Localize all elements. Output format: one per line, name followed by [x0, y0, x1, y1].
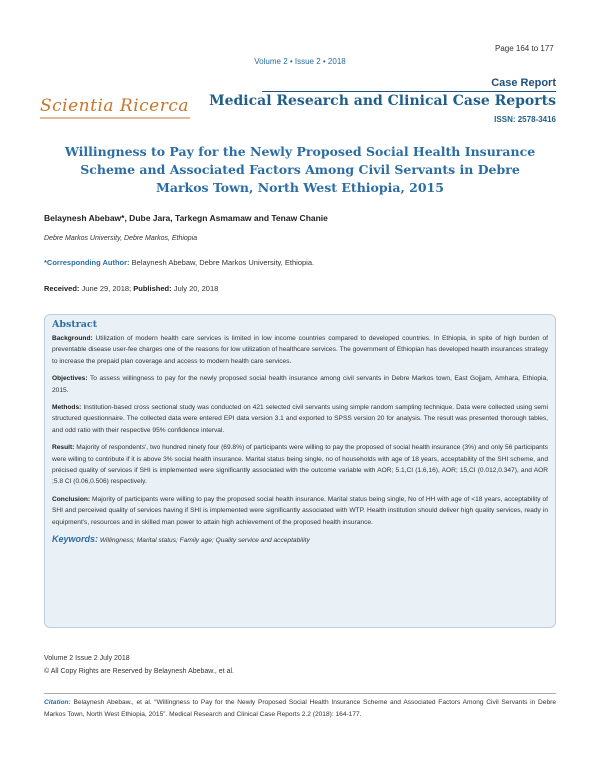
background-label: Background: — [52, 335, 93, 342]
result-text: Majority of respondents', two hundred ninety four (69.8%) of participants were willing to pay the proposed of social health insurance (3%) and only 56 participants were willing to contribute if it is above 3% social health insurance. Marital status being single, no of households with age of 18 years, acceptability of the SHI scheme, and précised quality of services if SHI is implemented were significantly associated with the outcome variable with AOR; 5.1,CI (1.6,16), AOR; 15,CI (0.012,0.347), and AOR ;5.8 CI (0.06,0.506) respectively. — [52, 444, 548, 486]
corresponding-label: *Corresponding Author: — [44, 258, 130, 267]
abstract-box — [44, 314, 556, 628]
keywords-label: Keywords: — [52, 534, 99, 545]
issn: ISSN: 2578-3416 — [494, 115, 556, 124]
abstract-objectives — [52, 373, 548, 396]
received-label: Received: — [44, 284, 80, 293]
author-list: Belaynesh Abebaw*, Dube Jara, Tarkegn Asmamaw and Tenaw Chanie — [44, 213, 328, 223]
keywords-text: Willingness; Marital status; Family age; Quality service and acceptability — [99, 537, 310, 545]
footer-copyright: © All Copy Rights are Reserved by Belaynesh Abebaw., et al. — [44, 668, 234, 675]
citation-label: Citation: — [44, 699, 71, 706]
citation-text: Belaynesh Abebaw., et al. “Willingness to Pay for the Newly Proposed Social Health Insurance Scheme and Associated Factors Among Civil Servants in Debre Markos Town, North West Ethiopia, 2015”. Medical Research and Clinical Case Reports 2.2 (2018): 164-177. — [44, 699, 556, 718]
corresponding-text: Belaynesh Abebaw, Debre Markos University, Ethiopia. — [131, 258, 315, 267]
keywords — [52, 534, 548, 544]
published-label: Published: — [133, 284, 172, 293]
logo-text: Scientia Ricerca — [40, 96, 190, 116]
objectives-text: To assess willingness to pay for the newly proposed social health insurance among civil servants in Debre Markos town, East Gojjam, Amhara, Ethiopia, 2015. — [52, 375, 548, 394]
objectives-label: Objectives: — [52, 375, 88, 383]
page-range: Page 164 to 177 — [495, 44, 554, 53]
abstract-methods — [52, 402, 548, 436]
footer-divider — [44, 693, 556, 694]
journal-name: Medical Research and Clinical Case Reports — [209, 93, 556, 109]
methods-label: Methods: — [52, 404, 82, 412]
article-title: Willingness to Pay for the Newly Proposed Social Health Insurance Scheme and Associated Factors Among Civil Servants in Debre Markos Town, North West Ethiopia, 2015 — [64, 144, 536, 195]
conclusion-text: Majority of participants were willing to pay the proposed social health insurance. Marital status being single, No of HH with age of <18 years, acceptability of SHI and perceived quality of services having if SHI is implemented were significantly associated with WTP. Health institution should deliver high quality services, ready in equipment's, resources and in skilled man power to attain high achievement of the proposed health insurance. — [52, 495, 548, 526]
background-text: Utilization of modern health care services is limited in low income countries compared to developed countries. In Ethiopia, in spite of high burden of preventable disease user-fee charges one of the reasons for low utilization of healthcare services. The government of Ethiopian has developed health insurances strategy to increase the prepaid plan coverage and access to modern health care services. — [52, 335, 548, 365]
published-date: July 20, 2018 — [173, 284, 219, 293]
header-divider — [262, 91, 556, 92]
received-date: June 29, 2018; — [81, 284, 132, 293]
affiliation: Debre Markos University, Debre Markos, Ethiopia — [44, 235, 198, 242]
abstract-conclusion — [52, 494, 548, 528]
article-type: Case Report — [491, 77, 556, 89]
citation — [44, 697, 556, 721]
abstract-background — [52, 333, 548, 367]
publisher-logo — [40, 96, 190, 119]
result-label: Result: — [52, 444, 75, 452]
conclusion-label: Conclusion: — [52, 495, 91, 503]
logo-underline — [40, 117, 190, 119]
corresponding-author — [44, 258, 314, 267]
dates-line — [44, 284, 218, 293]
footer-volume-date: Volume 2 Issue 2 July 2018 — [44, 655, 130, 662]
methods-text: Institution-based cross sectional study was conducted on 421 selected civil servants using simple random sampling technique. Data were collected using semi structured questionnaire. The collected data were entered EPI data version 3.1 and exported to SPSS version 20 for analysis. The result was presented thorough tables, and odd ratio with their respective 95% confidence interval. — [52, 404, 548, 434]
volume-issue-line: Volume 2 • Issue 2 • 2018 — [254, 57, 346, 66]
abstract-heading: Abstract — [52, 319, 98, 330]
abstract-result — [52, 442, 548, 488]
